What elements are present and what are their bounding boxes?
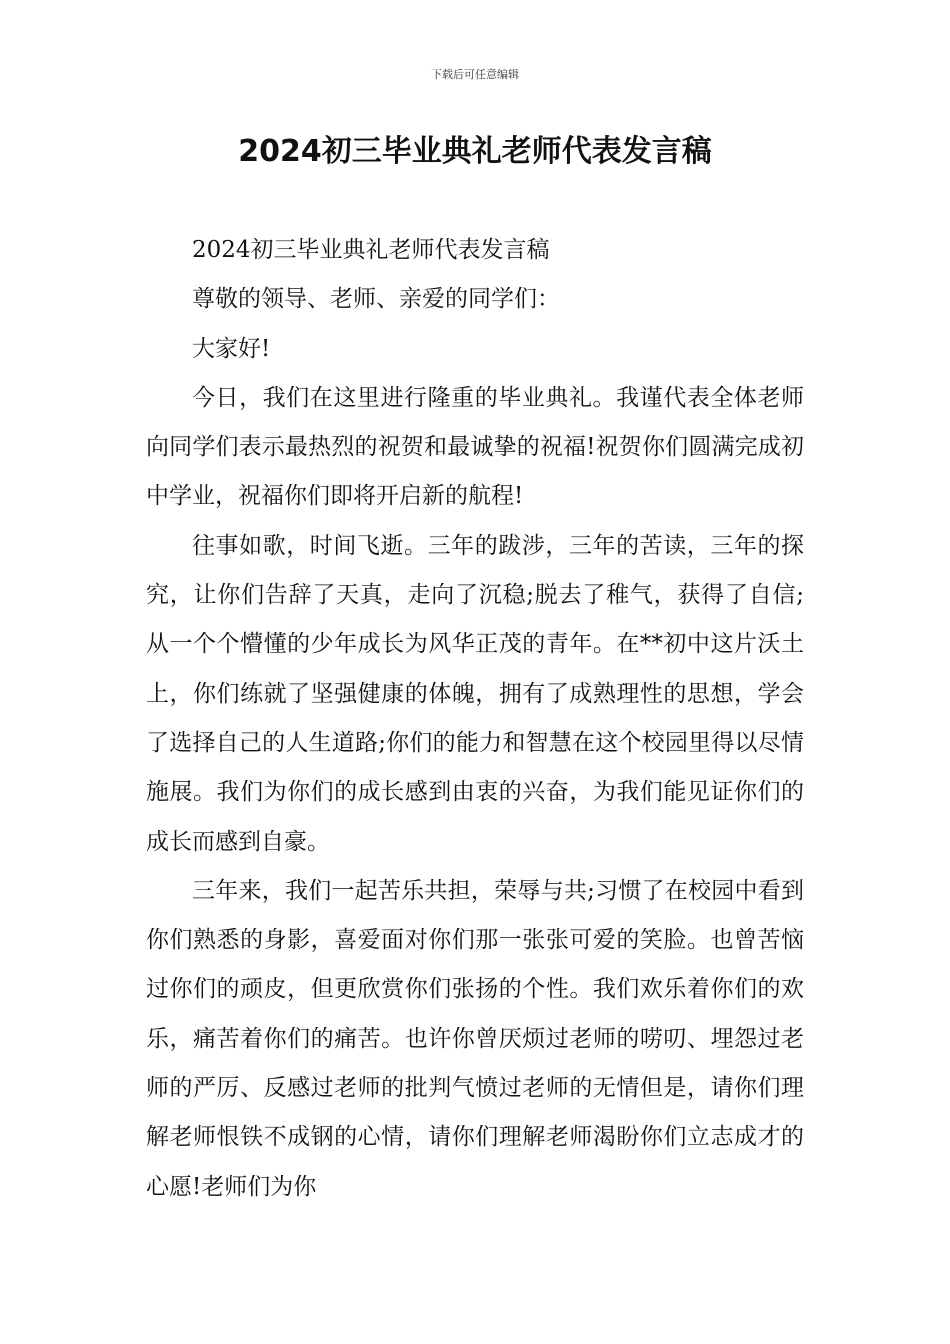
body-paragraph-subtitle: 2024初三毕业典礼老师代表发言稿 (192, 237, 550, 263)
body-paragraph-salutation: 尊敬的领导、老师、亲爱的同学们： (192, 286, 560, 313)
body-paragraph: 往事如歌，时间飞逝。三年的跋涉，三年的苦读，三年的探究，让你们告辞了天真，走向了沉稳;脱去了稚气，获得了自信;从一个个懵懂的少年成长为风华正茂的青年。在**初中这片沃土上，你们练就了坚强健康的体魄，拥有了成熟理性的思想，学会了选择自己的人生道路;你们的能力和智慧在这个校园里得以尽情施展。我们为你们的成长感到由衷的兴奋，为我们能见证你们的成长而感到自豪。 (146, 532, 804, 855)
body-paragraph-greeting: 大家好! (192, 335, 271, 362)
body-paragraph: 今日，我们在这里进行隆重的毕业典礼。我谨代表全体老师向同学们表示最热烈的祝贺和最诚挚的祝福!祝贺你们圆满完成初中学业，祝福你们即将开启新的航程! (146, 384, 804, 510)
body-paragraph: 三年来，我们一起苦乐共担，荣辱与共;习惯了在校园中看到你们熟悉的身影，喜爱面对你们那一张张可爱的笑脸。也曾苦恼过你们的顽皮，但更欣赏你们张扬的个性。我们欢乐着你们的欢乐，痛苦着你们的痛苦。也许你曾厌烦过老师的唠叨、埋怨过老师的严厉、反感过老师的批判气愤过老师的无情但是，请你们理解老师恨铁不成钢的心情，请你们理解老师渴盼你们立志成才的心愿!老师们为你 (146, 877, 804, 1200)
document-title: 2024初三毕业典礼老师代表发言稿 (238, 134, 712, 169)
header-note: 下载后可任意编辑 (431, 68, 519, 81)
document-body (146, 226, 804, 1212)
